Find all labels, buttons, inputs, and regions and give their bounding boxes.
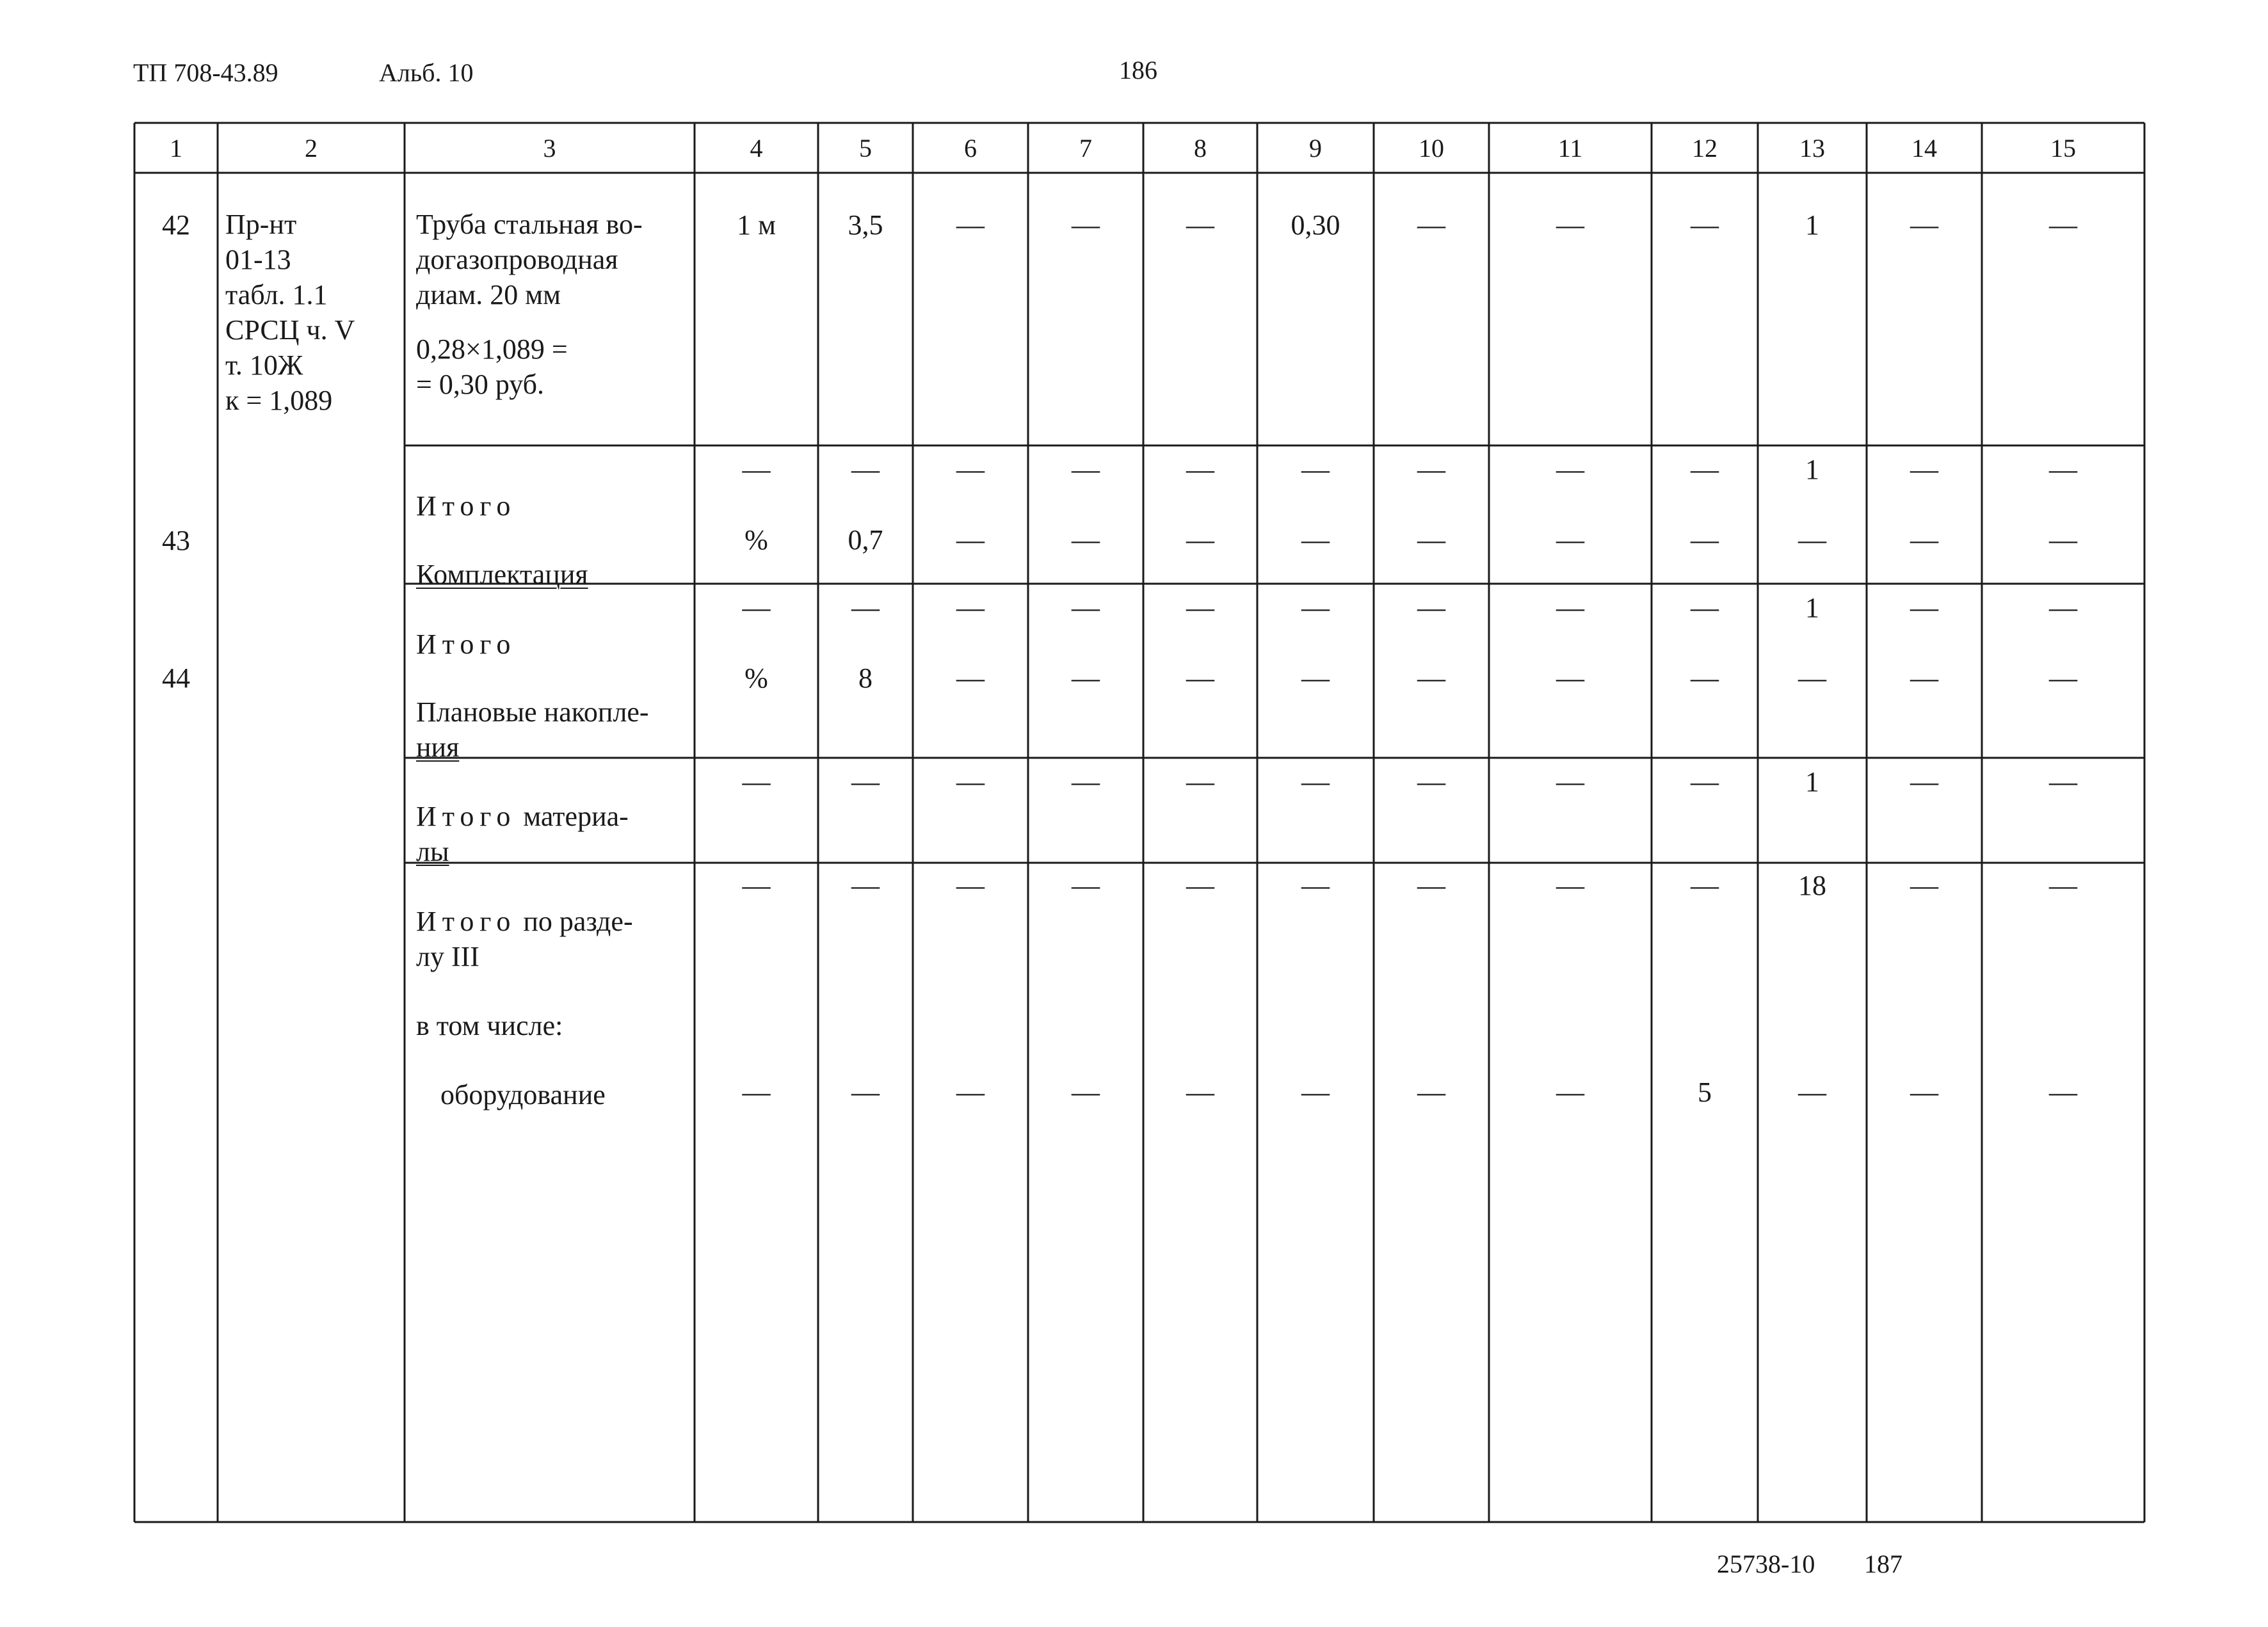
column-header-10: 10 bbox=[1419, 134, 1444, 163]
dash: — bbox=[1691, 209, 1719, 241]
dash: — bbox=[2049, 662, 2077, 694]
item-42-basis bbox=[225, 207, 355, 418]
dash: — bbox=[1417, 592, 1445, 623]
dash: — bbox=[851, 766, 880, 797]
footer-document-number: 25738-10 bbox=[1717, 1550, 1815, 1578]
dash: — bbox=[956, 1077, 985, 1108]
equipment-label: оборудование bbox=[440, 1079, 606, 1110]
column-header-1: 1 bbox=[170, 134, 182, 163]
name-line: Плановые накопле- bbox=[416, 696, 649, 728]
dash: — bbox=[1910, 209, 1938, 241]
dash: — bbox=[1798, 1077, 1826, 1108]
total-section-rest: по разде- bbox=[516, 906, 633, 937]
dash: — bbox=[956, 766, 985, 797]
footer-page-number: 187 bbox=[1864, 1550, 1902, 1578]
dash: — bbox=[1186, 592, 1214, 623]
including-label: в том числе: bbox=[416, 1010, 563, 1041]
dash: — bbox=[742, 766, 771, 797]
dash: — bbox=[2049, 766, 2077, 797]
item-number-44: 44 bbox=[162, 662, 190, 694]
dash: — bbox=[1072, 662, 1100, 694]
dash: — bbox=[1691, 454, 1719, 485]
dash: — bbox=[2049, 870, 2077, 901]
dash: — bbox=[2049, 524, 2077, 556]
item-43-col5: 0,7 bbox=[848, 524, 883, 556]
total-section-line2: лу III bbox=[416, 941, 479, 972]
total-materials-line2: лы bbox=[416, 836, 449, 867]
column-header-7: 7 bbox=[1079, 134, 1092, 163]
dash: — bbox=[1910, 870, 1938, 901]
dash: — bbox=[1417, 662, 1445, 694]
item-42-unit: 1 м bbox=[737, 209, 776, 241]
dash: — bbox=[1301, 870, 1330, 901]
dash: — bbox=[1798, 662, 1826, 694]
basis-line: т. 10Ж bbox=[225, 349, 303, 381]
dash: — bbox=[1072, 766, 1100, 797]
total-section-label bbox=[416, 904, 633, 974]
dash: — bbox=[1910, 662, 1938, 694]
name-line: ния bbox=[416, 732, 460, 763]
dash: — bbox=[1417, 1077, 1445, 1108]
basis-line: 01-13 bbox=[225, 244, 291, 275]
dash: — bbox=[956, 209, 985, 241]
dash: — bbox=[742, 870, 771, 901]
column-header-14: 14 bbox=[1911, 134, 1937, 163]
item-number-43: 43 bbox=[162, 525, 190, 556]
column-header-5: 5 bbox=[859, 134, 872, 163]
item-43-unit: % bbox=[744, 524, 768, 556]
dash: — bbox=[1301, 662, 1330, 694]
basis-line: Пр-нт bbox=[225, 209, 297, 240]
dash: — bbox=[1691, 662, 1719, 694]
dash: — bbox=[742, 592, 771, 623]
total-materials-word: Итого bbox=[416, 801, 517, 832]
dash: — bbox=[1691, 592, 1719, 623]
dash: — bbox=[2049, 209, 2077, 241]
total-materials-rest: материа- bbox=[516, 801, 629, 832]
dash: — bbox=[1186, 662, 1214, 694]
dash: — bbox=[851, 592, 880, 623]
dash: — bbox=[1417, 454, 1445, 485]
dash: — bbox=[1301, 524, 1330, 556]
equipment-col12: 5 bbox=[1698, 1077, 1712, 1108]
dash: — bbox=[1301, 592, 1330, 623]
dash: — bbox=[956, 870, 985, 901]
dash: — bbox=[1910, 524, 1938, 556]
dash: — bbox=[1072, 524, 1100, 556]
subtotal-label: Итого bbox=[416, 629, 517, 660]
dash: — bbox=[742, 1077, 771, 1108]
dash: — bbox=[1186, 766, 1214, 797]
item-42-name bbox=[416, 207, 643, 402]
dash: — bbox=[1186, 870, 1214, 901]
total-section-col13: 18 bbox=[1798, 870, 1826, 901]
subtotal-col13: 1 bbox=[1805, 592, 1819, 623]
dash: — bbox=[851, 454, 880, 485]
item-44-unit: % bbox=[744, 662, 768, 694]
total-materials-col13: 1 bbox=[1805, 766, 1819, 797]
column-header-12: 12 bbox=[1692, 134, 1717, 163]
dash: — bbox=[1691, 870, 1719, 901]
dash: — bbox=[1072, 1077, 1100, 1108]
subtotal-col13: 1 bbox=[1805, 454, 1819, 485]
subtotal-label: Итого bbox=[416, 490, 517, 522]
dash: — bbox=[1072, 592, 1100, 623]
dash: — bbox=[1186, 1077, 1214, 1108]
dash: — bbox=[1556, 766, 1584, 797]
name-line: Труба стальная во- bbox=[416, 209, 643, 240]
dash: — bbox=[1072, 870, 1100, 901]
dash: — bbox=[1910, 454, 1938, 485]
basis-line: к = 1,089 bbox=[225, 385, 333, 416]
page-number: 186 bbox=[1119, 56, 1157, 84]
dash: — bbox=[1556, 454, 1584, 485]
dash: — bbox=[1186, 209, 1214, 241]
column-header-15: 15 bbox=[2050, 134, 2076, 163]
dash: — bbox=[2049, 1077, 2077, 1108]
dash: — bbox=[1556, 592, 1584, 623]
dash: — bbox=[1417, 870, 1445, 901]
calc-line: 0,28×1,089 = bbox=[416, 333, 568, 365]
album-number: Альб. 10 bbox=[379, 58, 474, 87]
dash: — bbox=[1301, 1077, 1330, 1108]
item-44-col5: 8 bbox=[858, 662, 873, 694]
dash: — bbox=[1186, 454, 1214, 485]
name-line: догазопроводная bbox=[416, 244, 618, 275]
column-header-2: 2 bbox=[305, 134, 318, 163]
dash: — bbox=[1910, 766, 1938, 797]
dash: — bbox=[1417, 524, 1445, 556]
dash: — bbox=[1910, 1077, 1938, 1108]
dash: — bbox=[956, 524, 985, 556]
dash: — bbox=[1691, 766, 1719, 797]
dash: — bbox=[1798, 524, 1826, 556]
basis-line: СРСЦ ч. V bbox=[225, 314, 355, 346]
dash: — bbox=[1186, 524, 1214, 556]
column-header-13: 13 bbox=[1799, 134, 1825, 163]
dash: — bbox=[1691, 524, 1719, 556]
item-44-name bbox=[416, 694, 649, 765]
dash: — bbox=[851, 1077, 880, 1108]
column-header-4: 4 bbox=[750, 134, 763, 163]
item-42-col9: 0,30 bbox=[1291, 209, 1340, 241]
column-header-11: 11 bbox=[1557, 134, 1583, 163]
column-header-8: 8 bbox=[1194, 134, 1207, 163]
dash: — bbox=[1301, 766, 1330, 797]
total-section-word: Итого bbox=[416, 906, 517, 937]
dash: — bbox=[1556, 662, 1584, 694]
dash: — bbox=[851, 870, 880, 901]
basis-line: табл. 1.1 bbox=[225, 279, 328, 310]
dash: — bbox=[956, 592, 985, 623]
dash: — bbox=[742, 454, 771, 485]
dash: — bbox=[1556, 524, 1584, 556]
total-materials-label bbox=[416, 799, 629, 869]
column-header-3: 3 bbox=[543, 134, 556, 163]
dash: — bbox=[2049, 454, 2077, 485]
dash: — bbox=[1556, 209, 1584, 241]
dash: — bbox=[1910, 592, 1938, 623]
dash: — bbox=[1556, 1077, 1584, 1108]
item-42-col5: 3,5 bbox=[848, 209, 883, 241]
name-line: диам. 20 мм bbox=[416, 279, 561, 310]
dash: — bbox=[1072, 209, 1100, 241]
dash: — bbox=[956, 454, 985, 485]
dash: — bbox=[1417, 766, 1445, 797]
item-42-col13: 1 bbox=[1805, 209, 1819, 241]
dash: — bbox=[2049, 592, 2077, 623]
dash: — bbox=[1072, 454, 1100, 485]
item-number-42: 42 bbox=[162, 209, 190, 241]
dash: — bbox=[1301, 454, 1330, 485]
document-code: ТП 708-43.89 bbox=[133, 58, 278, 87]
column-header-6: 6 bbox=[964, 134, 977, 163]
dash: — bbox=[1417, 209, 1445, 241]
dash: — bbox=[1556, 870, 1584, 901]
column-header-9: 9 bbox=[1309, 134, 1322, 163]
item-43-name: Комплектация bbox=[416, 559, 588, 590]
calc-line: = 0,30 руб. bbox=[416, 369, 545, 400]
dash: — bbox=[956, 662, 985, 694]
